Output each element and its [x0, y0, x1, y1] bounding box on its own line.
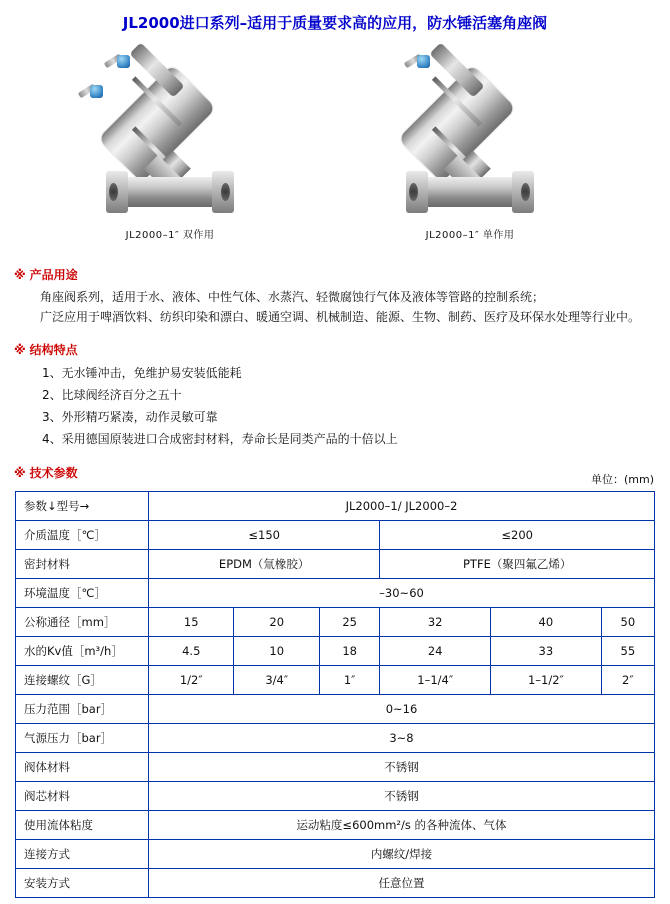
section-heading-features	[14, 341, 670, 358]
table-cell: EPDM（氚橡胶）	[149, 550, 380, 579]
valve-bore-left	[109, 183, 118, 201]
table-row	[16, 840, 655, 869]
table-cell: 1″	[319, 666, 379, 695]
table-row-label: 连接方式	[16, 840, 149, 869]
table-cell: 10	[234, 637, 319, 666]
valve-bore-right	[221, 183, 230, 201]
table-row-label: 水的Kv值［m³/h］	[16, 637, 149, 666]
list-item: 2、比球阀经济百分之五十	[42, 388, 182, 402]
product-caption-right: JL2000–1″ 单作用	[425, 230, 515, 241]
air-port-fitting-lower	[90, 85, 103, 98]
table-row-label: 参数↓型号→	[16, 492, 149, 521]
table-cell: 3~8	[149, 724, 655, 753]
table-row	[16, 869, 655, 898]
section-heading-features-label: 结构特点	[29, 343, 78, 357]
product-caption-left: JL2000–1″ 双作用	[125, 230, 215, 241]
table-row	[16, 608, 655, 637]
product-image-single-acting	[360, 37, 580, 241]
table-cell: 1/2″	[149, 666, 234, 695]
table-row	[16, 695, 655, 724]
table-row	[16, 637, 655, 666]
table-row-label: 使用流体粘度	[16, 811, 149, 840]
table-cell: 4.5	[149, 637, 234, 666]
table-cell: 15	[149, 608, 234, 637]
star-icon: ※	[14, 268, 26, 282]
list-item: 4、采用德国原装进口合成密封材料，寿命长是同类产品的十倍以上	[42, 432, 398, 446]
table-cell: 运动粘度≤600mm²/s 的各种流体、气体	[149, 811, 655, 840]
table-cell: 任意位置	[149, 869, 655, 898]
table-cell: 24	[380, 637, 491, 666]
table-cell: 0~16	[149, 695, 655, 724]
valve-illustration	[370, 37, 570, 222]
table-cell: 1–1/2″	[491, 666, 602, 695]
table-cell: 40	[491, 608, 602, 637]
table-row-label: 环境温度［℃］	[16, 579, 149, 608]
table-cell: ≤200	[380, 521, 655, 550]
valve-body	[422, 177, 518, 207]
table-row	[16, 550, 655, 579]
table-cell: 不锈钢	[149, 753, 655, 782]
spec-table	[15, 491, 655, 898]
star-icon: ※	[14, 343, 26, 357]
section-heading-tech-label: 技术参数	[29, 466, 78, 480]
table-row	[16, 666, 655, 695]
table-cell: 1–1/4″	[380, 666, 491, 695]
table-row	[16, 492, 655, 521]
valve-bore-left	[409, 183, 418, 201]
table-cell: PTFE（聚四氟乙烯）	[380, 550, 655, 579]
section-heading-usage	[14, 266, 670, 283]
product-images	[0, 37, 670, 252]
list-item: 3、外形精巧紧凑，动作灵敏可靠	[42, 410, 218, 424]
table-cell: 25	[319, 608, 379, 637]
page-title: JL2000进口系列–适用于质量要求高的应用，防水锤活塞角座阀	[122, 14, 548, 32]
table-cell: JL2000–1/ JL2000–2	[149, 492, 655, 521]
table-row-label: 安装方式	[16, 869, 149, 898]
usage-paragraph-2: 广泛应用于啤酒饮料、纺织印染和漂白、暖通空调、机械制造、能源、生物、制药、医疗及环保水处理等行业中。	[40, 310, 641, 324]
table-row-label: 阀体材料	[16, 753, 149, 782]
table-row-label: 连接螺纹［G］	[16, 666, 149, 695]
section-heading-usage-label: 产品用途	[29, 268, 78, 282]
table-cell: ≤150	[149, 521, 380, 550]
table-row-label: 气源压力［bar］	[16, 724, 149, 753]
air-port-fitting-upper	[117, 55, 130, 68]
table-cell: 55	[601, 637, 654, 666]
table-row-label: 公称通径［mm］	[16, 608, 149, 637]
table-row	[16, 811, 655, 840]
table-cell: 50	[601, 608, 654, 637]
list-item: 1、无水锤冲击，免维护易安装低能耗	[42, 366, 242, 380]
table-row	[16, 521, 655, 550]
table-row-label: 压力范围［bar］	[16, 695, 149, 724]
product-image-double-acting	[60, 37, 280, 241]
table-cell: 18	[319, 637, 379, 666]
table-cell: 33	[491, 637, 602, 666]
table-cell: 内螺纹/焊接	[149, 840, 655, 869]
star-icon: ※	[14, 466, 26, 480]
table-cell: 32	[380, 608, 491, 637]
table-cell: 3/4″	[234, 666, 319, 695]
table-cell: 20	[234, 608, 319, 637]
table-cell: 2″	[601, 666, 654, 695]
table-row-label: 阀芯材料	[16, 782, 149, 811]
valve-bore-right	[521, 183, 530, 201]
table-row-label: 密封材料	[16, 550, 149, 579]
spec-table-body	[16, 492, 655, 898]
valve-illustration	[70, 37, 270, 222]
table-row	[16, 579, 655, 608]
table-row	[16, 782, 655, 811]
table-cell: 不锈钢	[149, 782, 655, 811]
unit-note: 单位：(mm)	[590, 473, 654, 486]
table-row	[16, 724, 655, 753]
usage-paragraph-1: 角座阀系列，适用于水、液体、中性气体、水蒸汽、轻微腐蚀行气体及液体等管路的控制系统；	[40, 290, 545, 304]
table-row-label: 介质温度［℃］	[16, 521, 149, 550]
table-row	[16, 753, 655, 782]
air-port-fitting-upper	[417, 55, 430, 68]
valve-body	[122, 177, 218, 207]
features-list	[0, 362, 670, 450]
table-cell: –30~60	[149, 579, 655, 608]
